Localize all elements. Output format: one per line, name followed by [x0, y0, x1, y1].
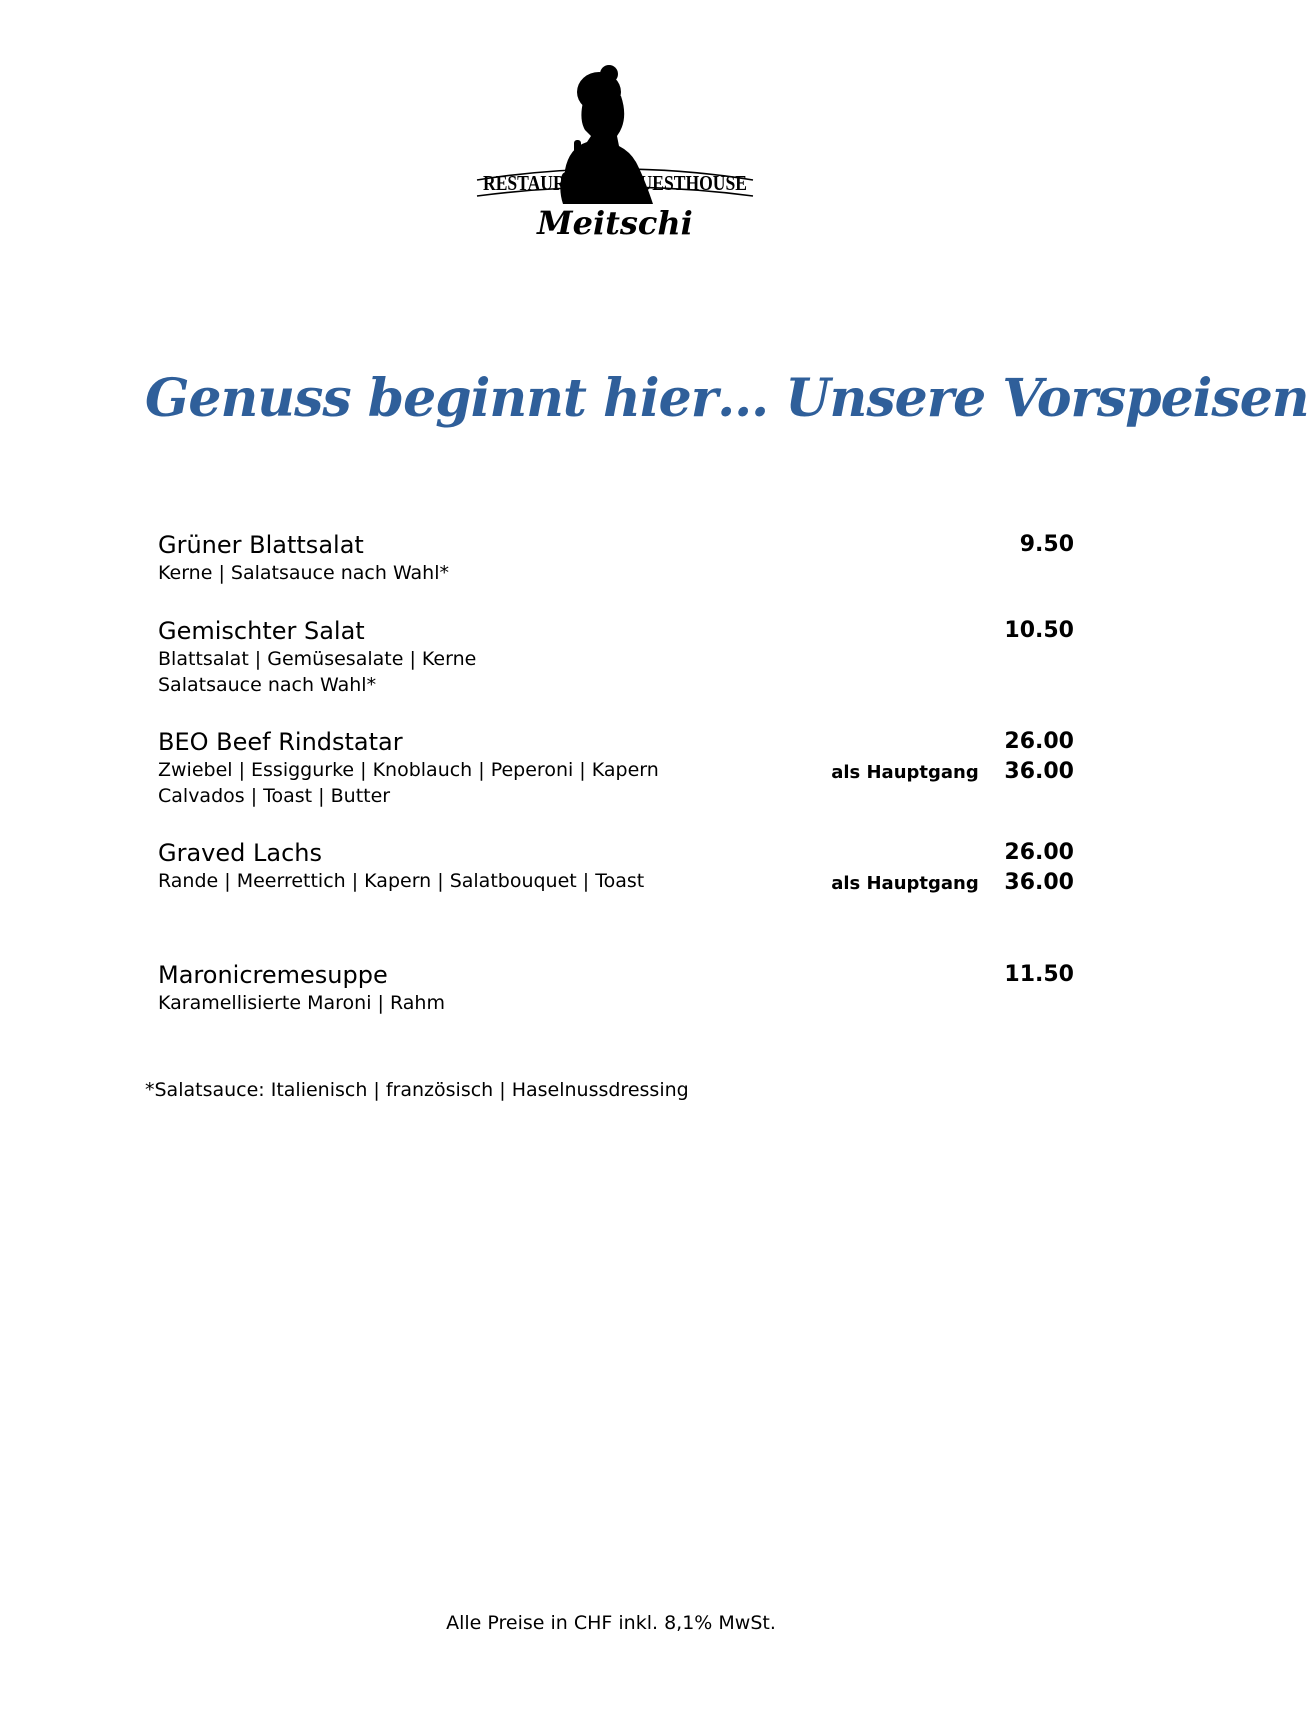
menu-item	[158, 727, 1078, 838]
alt-price-label: als Hauptgang	[831, 873, 979, 894]
item-desc: Blattsalat | Gemüsesalate | Kerne	[158, 648, 477, 670]
item-price: 26.00	[1004, 840, 1074, 865]
item-desc: Zwiebel | Essiggurke | Knoblauch | Peperoni | Kapern	[158, 759, 659, 781]
item-desc: Calvados | Toast | Butter	[158, 785, 391, 807]
price-footer: Alle Preise in CHF inkl. 8,1% MwSt.	[446, 1612, 776, 1634]
alt-price: 36.00	[1004, 759, 1074, 784]
item-desc: Rande | Meerrettich | Kapern | Salatbouquet | Toast	[158, 870, 645, 892]
item-price: 9.50	[1019, 532, 1074, 557]
item-desc: Karamellisierte Maroni | Rahm	[158, 992, 445, 1014]
item-name: Maronicremesuppe	[158, 961, 388, 989]
menu-list	[158, 530, 1078, 1020]
price-column	[831, 838, 1074, 899]
menu-item	[158, 838, 1078, 960]
item-desc: Salatsauce nach Wahl*	[158, 674, 377, 696]
menu-item	[158, 616, 1078, 727]
alt-price: 36.00	[1004, 870, 1074, 895]
price-column	[831, 727, 1074, 788]
salad-dressing-footnote: *Salatsauce: Italienisch | französisch | Haselnussdressing	[145, 1079, 689, 1101]
logo-line1: RESTAURANT & GUESTHOUSE	[483, 171, 747, 195]
price-column	[1020, 530, 1074, 560]
alt-price-label: als Hauptgang	[831, 762, 979, 783]
item-price: 10.50	[1004, 618, 1074, 643]
price-column	[1004, 960, 1074, 990]
menu-item	[158, 960, 1078, 1020]
item-desc: Kerne | Salatsauce nach Wahl*	[158, 562, 449, 584]
item-name: Gemischter Salat	[158, 617, 365, 645]
item-name: Graved Lachs	[158, 839, 322, 867]
restaurant-logo	[465, 62, 765, 262]
menu-item	[158, 530, 1078, 616]
item-price: 26.00	[1004, 729, 1074, 754]
item-name: Grüner Blattsalat	[158, 531, 364, 559]
item-name: BEO Beef Rindstatar	[158, 728, 403, 756]
logo-line2: Meitschi	[537, 204, 693, 242]
page-title: Genuss beginnt hier… Unsere Vorspeisen	[145, 368, 1309, 429]
item-price: 11.50	[1004, 962, 1074, 987]
price-column	[1004, 616, 1074, 646]
